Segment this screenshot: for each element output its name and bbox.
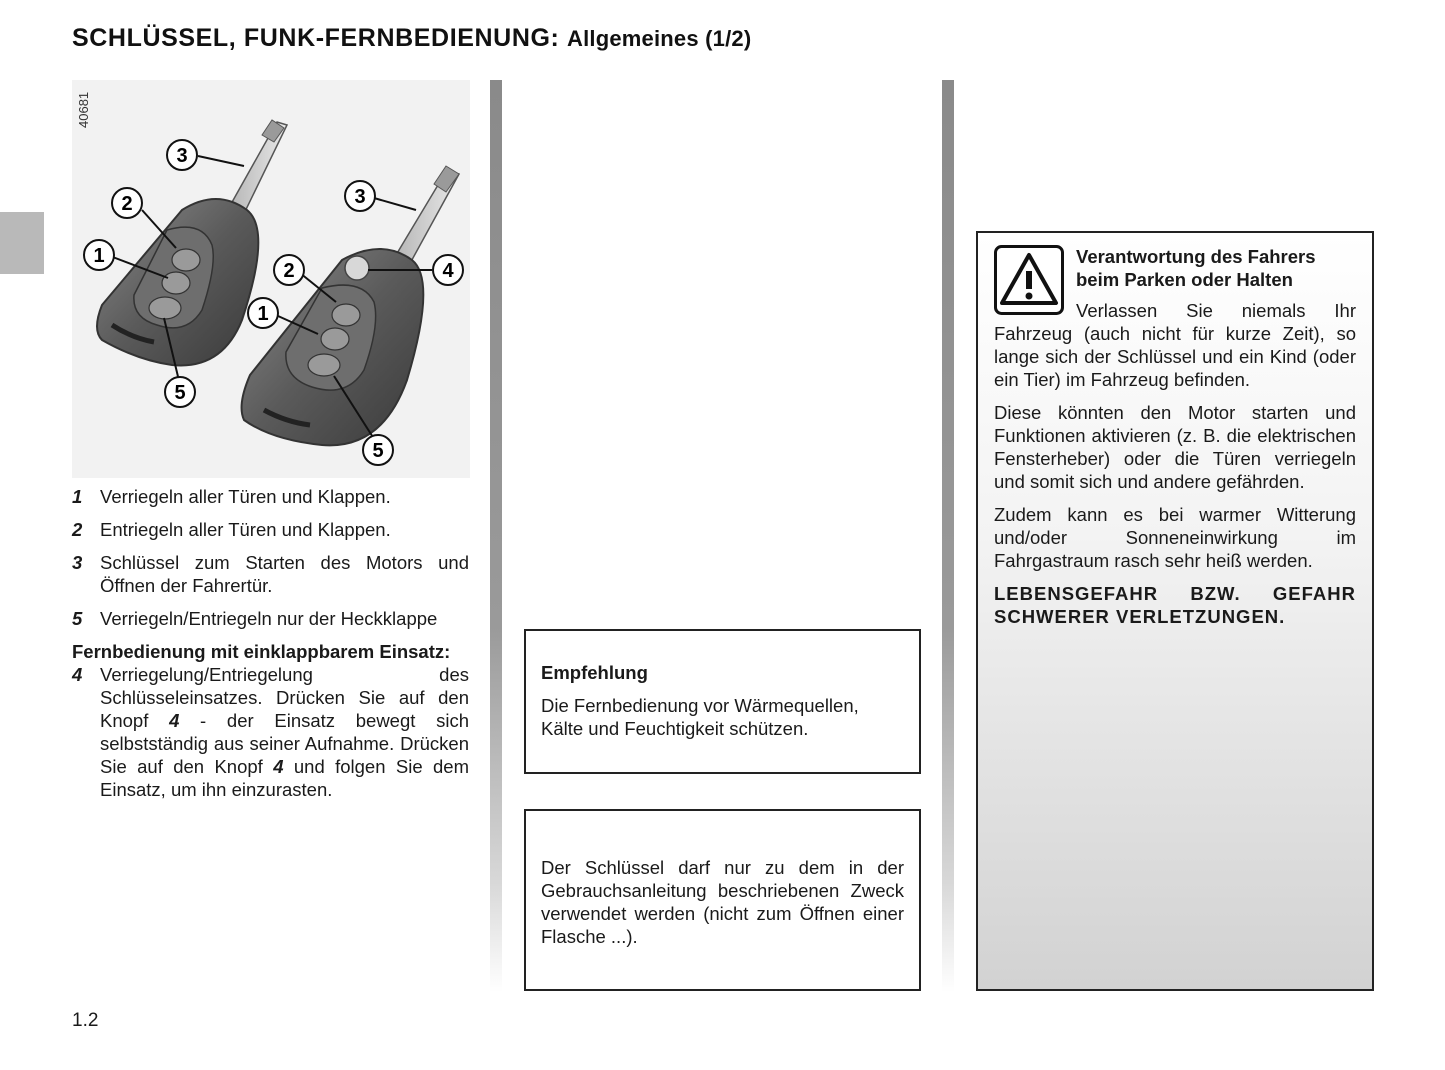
callout-3-right <box>345 181 375 211</box>
legend-text: Schlüssel zum Starten des Motors und Öffnen der Fahrertür. <box>100 552 469 596</box>
column-divider-right <box>942 80 954 992</box>
warning-heading-2: beim Parken oder Halten <box>1076 269 1293 290</box>
section-tab-marker <box>0 212 44 274</box>
warning-paragraph-1: Verlassen Sie niemals Ihr Fahrzeug (auch nicht für kurze Zeit), so lange sich der Schlüssel und ein Kind (oder ein Tier) im Fahrzeug befinden. <box>994 300 1356 390</box>
warning-danger-text: LEBENSGEFAHR BZW. GEFAHR SCHWERER VERLETZUNGEN. <box>994 583 1356 627</box>
legend-text: Verriegeln aller Türen und Klappen. <box>100 486 391 507</box>
usage-note-box <box>524 809 921 991</box>
svg-text:3: 3 <box>354 186 366 208</box>
callout-1-left <box>84 240 114 270</box>
svg-text:3: 3 <box>176 145 188 167</box>
legend-item-folding <box>72 663 469 801</box>
key-illustration-svg <box>72 80 470 478</box>
legend-item <box>72 551 469 597</box>
legend-item <box>72 485 469 508</box>
warning-paragraph-3: Zudem kann es bei warmer Witterung und/oder Sonneneinwirkung im Fahrgastraum rasch sehr heiß werden. <box>994 504 1356 571</box>
warning-box <box>976 231 1374 991</box>
callout-2-right <box>274 255 304 285</box>
title-main: SCHLÜSSEL, FUNK-FERNBEDIENUNG: <box>72 24 560 52</box>
page-number: 1.2 <box>72 1010 99 1031</box>
callout-5-right <box>363 435 393 465</box>
callout-2-left <box>112 188 142 218</box>
legend-number: 1 <box>72 486 83 507</box>
callout-3-left <box>167 140 197 170</box>
legend-text: Verriegelung/Entriegelung des Schlüsseleinsatzes. Drücken Sie auf den Knopf 4 - der Einsatz bewegt sich selbstständig aus seiner Aufnahme. Drücken Sie auf den Knopf 4 und folgen Sie dem Einsatz, um ihn einzurasten. <box>100 664 469 800</box>
legend-number: 5 <box>72 608 83 629</box>
svg-text:5: 5 <box>174 382 186 404</box>
callout-1-right <box>248 298 278 328</box>
svg-text:5: 5 <box>372 440 384 462</box>
legend-text: Entriegeln aller Türen und Klappen. <box>100 519 391 540</box>
svg-text:2: 2 <box>283 260 295 282</box>
legend-item <box>72 607 469 630</box>
warning-triangle-icon <box>994 245 1064 315</box>
key-legend <box>72 485 469 801</box>
legend-number: 2 <box>72 519 83 540</box>
svg-text:1: 1 <box>93 245 105 267</box>
svg-text:4: 4 <box>442 260 454 282</box>
legend-item <box>72 518 469 541</box>
callout-4-right <box>433 255 463 285</box>
recommendation-box <box>524 629 921 774</box>
figure-ref-number: 40681 <box>76 91 91 128</box>
legend-number: 4 <box>72 664 83 685</box>
svg-text:2: 2 <box>121 193 133 215</box>
column-divider-left <box>490 80 502 992</box>
usage-note-text: Der Schlüssel darf nur zu dem in der Gebrauchsanleitung beschriebenen Zweck verwendet werden (nicht zum Öffnen einer Flasche ...). <box>541 857 904 947</box>
folding-key-heading: Fernbedienung mit einklappbarem Einsatz: <box>72 641 451 662</box>
legend-number: 3 <box>72 552 83 573</box>
page-title <box>72 24 751 53</box>
callout-5-left <box>165 377 195 407</box>
warning-heading-1: Verantwortung des Fahrers <box>1076 246 1316 267</box>
svg-text:1: 1 <box>257 303 269 325</box>
legend-text: Verriegeln/Entriegeln nur der Heckklappe <box>100 608 438 629</box>
title-sub: Allgemeines (1/2) <box>567 26 752 51</box>
recommendation-heading: Empfehlung <box>541 662 648 683</box>
recommendation-text: Die Fernbedienung vor Wärmequellen, Kälte und Feuchtigkeit schützen. <box>541 695 859 739</box>
key-illustration <box>72 80 470 478</box>
warning-paragraph-2: Diese könnten den Motor starten und Funktionen aktivieren (z. B. die elektrischen Fensterheber) oder die Türen verriegeln und somit sich und andere gefährden. <box>994 402 1356 492</box>
